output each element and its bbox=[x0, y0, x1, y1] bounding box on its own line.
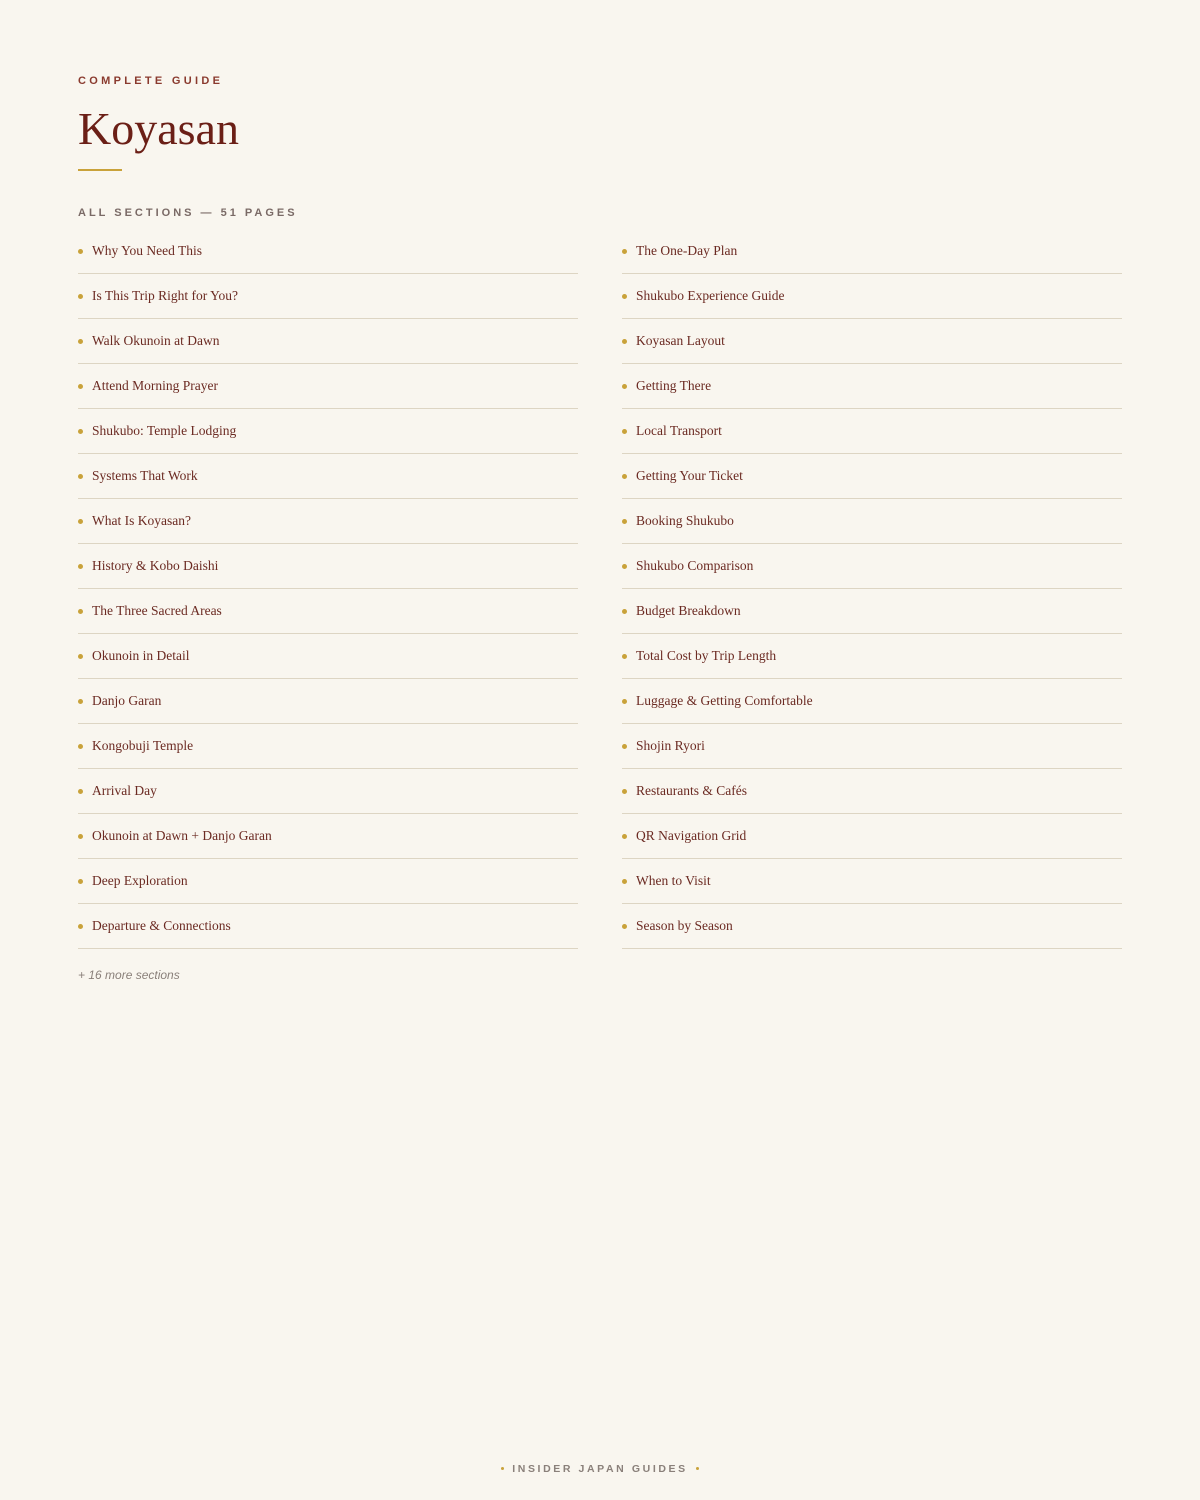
bullet-icon bbox=[622, 474, 627, 479]
bullet-icon bbox=[78, 924, 83, 929]
toc-item[interactable] bbox=[78, 769, 578, 814]
bullet-icon bbox=[78, 384, 83, 389]
toc-item-label: History & Kobo Daishi bbox=[92, 558, 219, 573]
bullet-icon bbox=[78, 699, 83, 704]
bullet-icon bbox=[78, 519, 83, 524]
toc-item-label: Danjo Garan bbox=[92, 693, 162, 708]
bullet-icon bbox=[622, 834, 627, 839]
toc-item[interactable] bbox=[78, 634, 578, 679]
toc-item[interactable] bbox=[622, 274, 1122, 319]
toc-item[interactable] bbox=[78, 859, 578, 904]
toc-item[interactable] bbox=[622, 454, 1122, 499]
toc-item[interactable] bbox=[622, 229, 1122, 274]
toc-item-label: Arrival Day bbox=[92, 783, 157, 798]
sections-heading: ALL SECTIONS — 51 PAGES bbox=[78, 207, 298, 219]
bullet-icon bbox=[622, 924, 627, 929]
toc-item-label: The One-Day Plan bbox=[636, 243, 738, 258]
bullet-icon bbox=[622, 339, 627, 344]
bullet-icon bbox=[78, 879, 83, 884]
toc-item-label: Okunoin in Detail bbox=[92, 648, 190, 663]
more-sections-note: + 16 more sections bbox=[78, 968, 180, 982]
toc-item-label: Why You Need This bbox=[92, 243, 203, 258]
footer-dot-icon bbox=[501, 1467, 504, 1470]
toc-item-label: Total Cost by Trip Length bbox=[636, 648, 777, 663]
toc-item-label: Luggage & Getting Comfortable bbox=[636, 693, 813, 708]
toc-item[interactable] bbox=[78, 229, 578, 274]
toc-item[interactable] bbox=[78, 319, 578, 364]
toc-item[interactable] bbox=[78, 274, 578, 319]
bullet-icon bbox=[622, 609, 627, 614]
toc-item-label: Departure & Connections bbox=[92, 918, 231, 933]
bullet-icon bbox=[78, 474, 83, 479]
toc-item[interactable] bbox=[622, 364, 1122, 409]
toc-item-label: Shojin Ryori bbox=[636, 738, 705, 753]
toc-item[interactable] bbox=[622, 814, 1122, 859]
bullet-icon bbox=[622, 654, 627, 659]
bullet-icon bbox=[622, 384, 627, 389]
toc-item[interactable] bbox=[78, 364, 578, 409]
footer-brand bbox=[0, 1463, 1200, 1475]
toc-item-label: Okunoin at Dawn + Danjo Garan bbox=[92, 828, 272, 843]
toc-item[interactable] bbox=[622, 904, 1122, 949]
toc-item-label: What Is Koyasan? bbox=[92, 513, 191, 528]
toc-column-left bbox=[78, 229, 578, 949]
bullet-icon bbox=[622, 879, 627, 884]
toc-item-label: Is This Trip Right for You? bbox=[92, 288, 239, 303]
toc-item-label: Walk Okunoin at Dawn bbox=[92, 333, 220, 348]
bullet-icon bbox=[78, 609, 83, 614]
bullet-icon bbox=[622, 564, 627, 569]
toc-item[interactable] bbox=[622, 769, 1122, 814]
toc-item-label: Getting Your Ticket bbox=[636, 468, 743, 483]
footer-dot-icon bbox=[696, 1467, 699, 1470]
toc-item[interactable] bbox=[622, 634, 1122, 679]
toc-item[interactable] bbox=[622, 589, 1122, 634]
toc-item-label: Kongobuji Temple bbox=[92, 738, 194, 753]
page-title: Koyasan bbox=[78, 103, 239, 154]
footer-brand-label: INSIDER JAPAN GUIDES bbox=[512, 1463, 688, 1475]
toc-item[interactable] bbox=[622, 544, 1122, 589]
toc-item-label: Local Transport bbox=[636, 423, 722, 438]
toc-item[interactable] bbox=[78, 409, 578, 454]
toc-item[interactable] bbox=[622, 409, 1122, 454]
toc-item-label: Shukubo: Temple Lodging bbox=[92, 423, 237, 438]
toc-item[interactable] bbox=[78, 454, 578, 499]
toc-item-label: Attend Morning Prayer bbox=[92, 378, 218, 393]
bullet-icon bbox=[622, 789, 627, 794]
toc-item[interactable] bbox=[78, 499, 578, 544]
toc-item-label: Shukubo Experience Guide bbox=[636, 288, 785, 303]
bullet-icon bbox=[622, 699, 627, 704]
toc-item[interactable] bbox=[622, 319, 1122, 364]
bullet-icon bbox=[78, 744, 83, 749]
bullet-icon bbox=[622, 519, 627, 524]
toc-column-right bbox=[622, 229, 1122, 949]
toc-item-label: Season by Season bbox=[636, 918, 733, 933]
bullet-icon bbox=[78, 429, 83, 434]
toc-item[interactable] bbox=[78, 904, 578, 949]
bullet-icon bbox=[78, 339, 83, 344]
bullet-icon bbox=[622, 249, 627, 254]
toc-item-label: Koyasan Layout bbox=[636, 333, 725, 348]
bullet-icon bbox=[78, 834, 83, 839]
guide-eyebrow: COMPLETE GUIDE bbox=[78, 75, 224, 87]
bullet-icon bbox=[78, 249, 83, 254]
toc-item-label: Getting There bbox=[636, 378, 712, 393]
toc-item-label: Budget Breakdown bbox=[636, 603, 741, 618]
toc-item-label: The Three Sacred Areas bbox=[92, 603, 222, 618]
toc-item[interactable] bbox=[78, 724, 578, 769]
toc-item[interactable] bbox=[622, 679, 1122, 724]
toc-item[interactable] bbox=[78, 589, 578, 634]
toc-item[interactable] bbox=[622, 499, 1122, 544]
toc-item[interactable] bbox=[622, 859, 1122, 904]
bullet-icon bbox=[78, 564, 83, 569]
toc-item[interactable] bbox=[78, 544, 578, 589]
toc-item-label: Booking Shukubo bbox=[636, 513, 734, 528]
toc-item[interactable] bbox=[78, 679, 578, 724]
toc-item-label: When to Visit bbox=[636, 873, 711, 888]
toc-item-label: Systems That Work bbox=[92, 468, 198, 483]
bullet-icon bbox=[622, 429, 627, 434]
toc-item-label: Deep Exploration bbox=[92, 873, 188, 888]
title-underline bbox=[78, 169, 122, 171]
bullet-icon bbox=[78, 789, 83, 794]
bullet-icon bbox=[622, 744, 627, 749]
toc-item-label: Shukubo Comparison bbox=[636, 558, 754, 573]
toc-item[interactable] bbox=[622, 724, 1122, 769]
toc-item-label: Restaurants & Cafés bbox=[636, 783, 747, 798]
toc-item[interactable] bbox=[78, 814, 578, 859]
bullet-icon bbox=[622, 294, 627, 299]
toc-item-label: QR Navigation Grid bbox=[636, 828, 747, 843]
bullet-icon bbox=[78, 294, 83, 299]
bullet-icon bbox=[78, 654, 83, 659]
